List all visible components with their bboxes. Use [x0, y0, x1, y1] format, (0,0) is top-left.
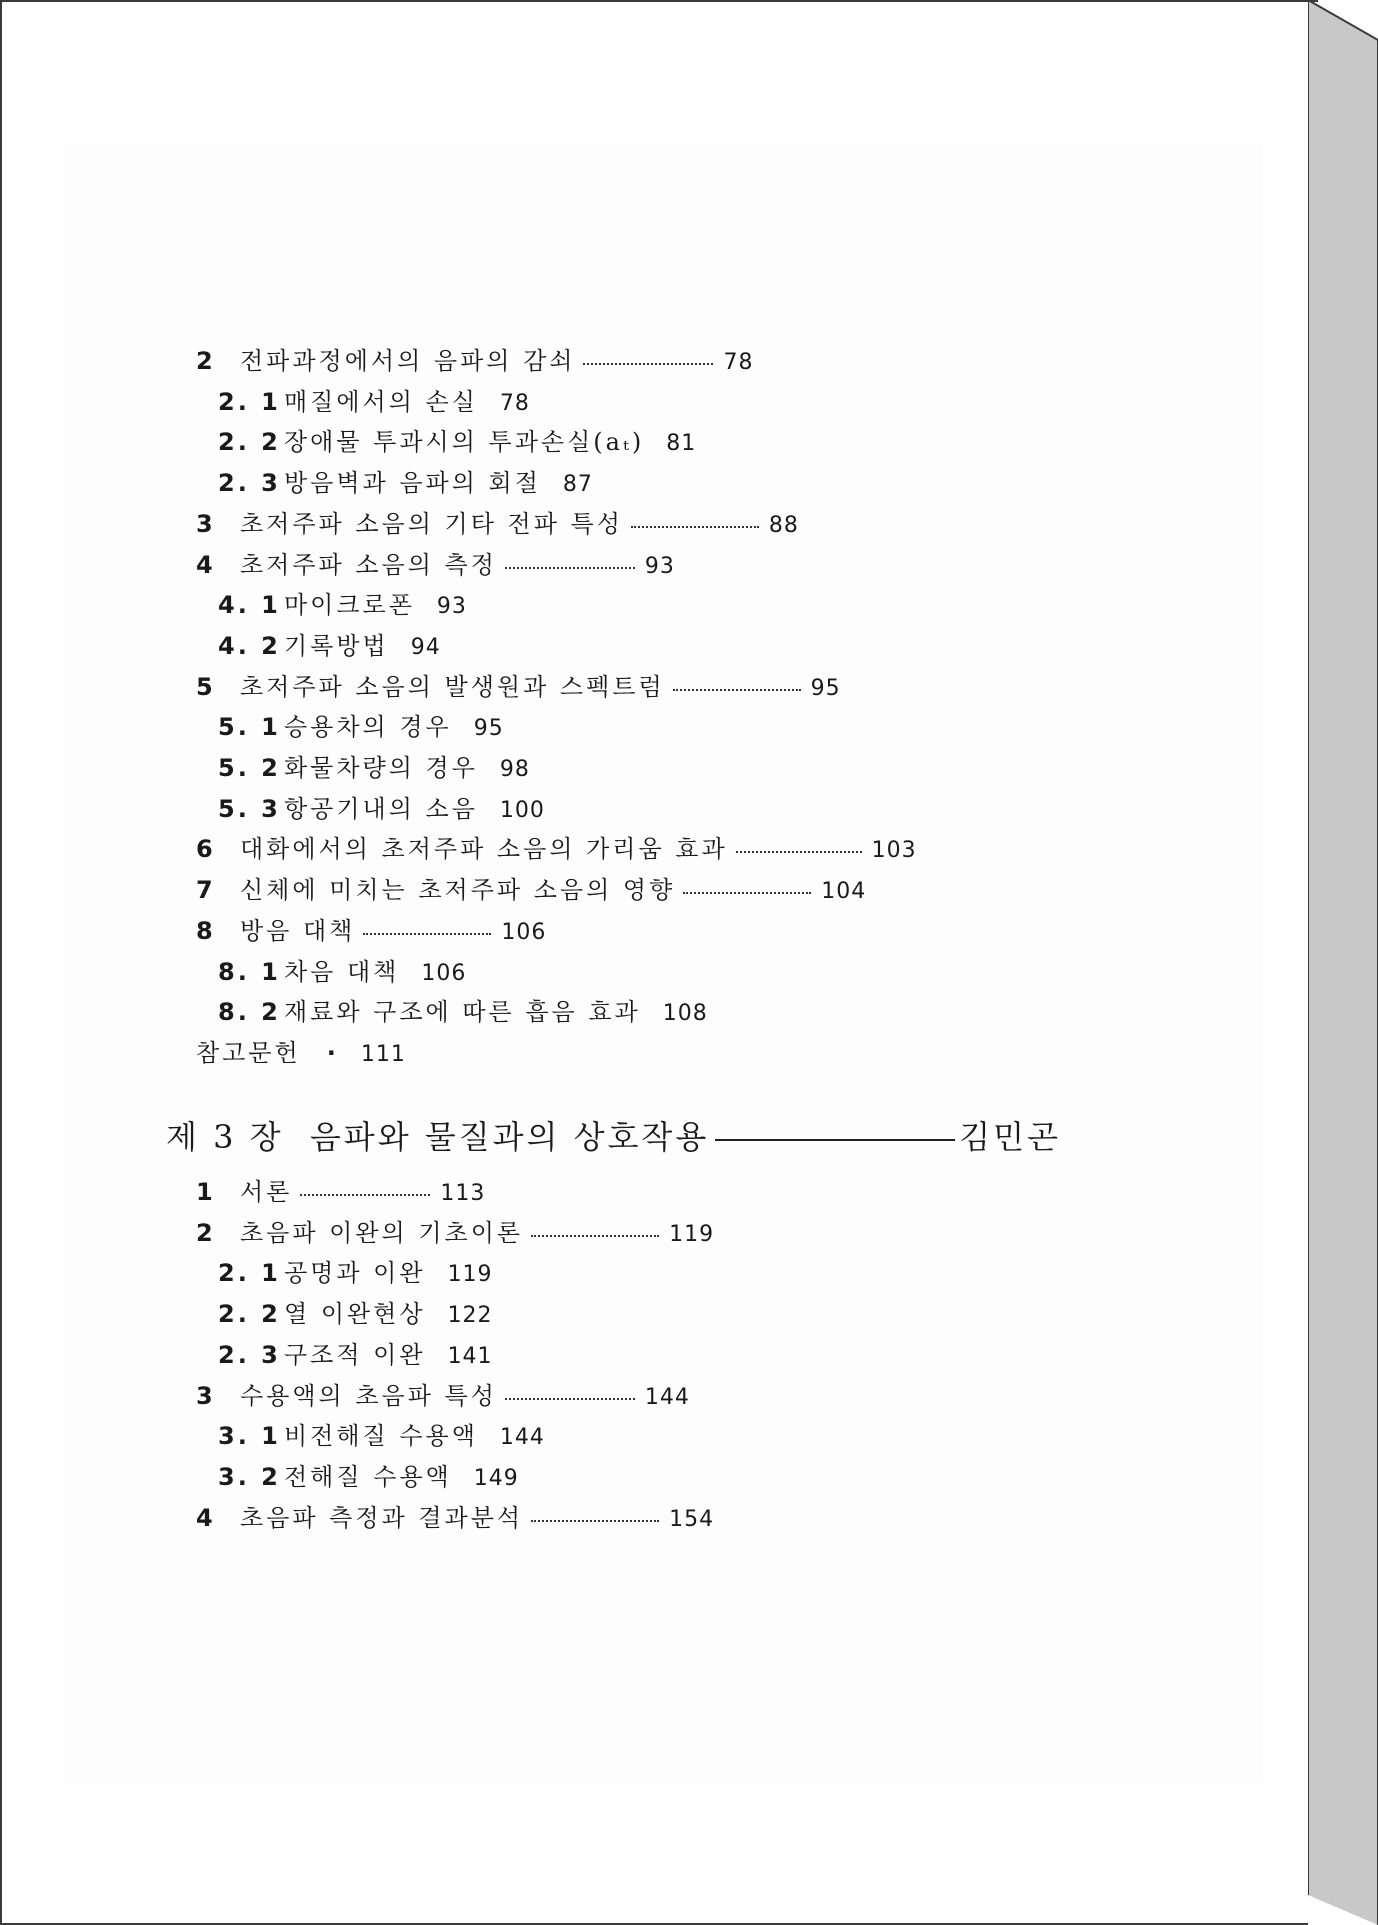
references-title: 참고문헌 [196, 1039, 301, 1067]
toc-entry[interactable] [196, 672, 841, 704]
toc-page-number: 95 [810, 676, 841, 701]
dot-leader [583, 359, 713, 365]
toc-number: 8. 2 [218, 998, 281, 1026]
chapter-label: 제 3 장 [166, 1118, 284, 1156]
toc-number: 2. 2 [218, 428, 281, 456]
toc-number: 2. 1 [218, 388, 281, 416]
dot-leader [505, 1394, 635, 1400]
dot-leader [631, 522, 759, 528]
toc-title: 초저주파 소음의 기타 전파 특성 [240, 510, 623, 538]
toc-title: 기록방법 [284, 632, 389, 660]
toc-entry[interactable] [196, 875, 866, 907]
toc-page-number: 119 [447, 1262, 493, 1287]
toc-title: 전파과정에서의 음파의 감쇠 [240, 347, 576, 375]
chapter-title: 음파와 물질과의 상호작용 [309, 1118, 710, 1156]
toc-title: 방음벽과 음파의 회절 [284, 469, 541, 497]
toc-entry[interactable] [196, 1177, 485, 1209]
toc-title: 열 이완현상 [284, 1300, 426, 1328]
toc-page-number: 95 [473, 716, 504, 741]
toc-title: 차음 대책 [284, 958, 400, 986]
toc-number: 7 [196, 876, 216, 904]
toc-title: 초저주파 소음의 측정 [240, 551, 497, 579]
toc-title: 승용차의 경우 [284, 713, 452, 741]
references-page: 111 [360, 1042, 406, 1067]
toc-number: 6 [196, 835, 216, 863]
toc-page-number: 149 [473, 1466, 519, 1491]
toc-page-number: 93 [644, 554, 675, 579]
toc-entry[interactable] [196, 1381, 690, 1413]
toc-entry[interactable] [196, 509, 799, 541]
toc-title: 신체에 미치는 초저주파 소음의 영향 [240, 876, 676, 904]
toc-number: 4. 2 [218, 632, 281, 660]
toc-title: 초저주파 소음의 발생원과 스펙트럼 [240, 673, 665, 701]
toc-number: 4 [196, 551, 216, 579]
toc-page-number: 144 [499, 1425, 545, 1450]
toc-entry[interactable] [218, 1462, 519, 1494]
dot-leader [683, 888, 811, 894]
toc-title: 마이크로폰 [284, 591, 415, 619]
dot-leader [363, 929, 491, 935]
toc-page-number: 113 [440, 1181, 486, 1206]
toc-entry[interactable] [196, 1503, 714, 1535]
toc-number: 5. 2 [218, 754, 281, 782]
toc-title: 구조적 이완 [284, 1341, 426, 1369]
toc-entry[interactable] [218, 1340, 493, 1372]
book-edge [1308, 0, 1378, 1925]
toc-title: 서론 [240, 1178, 293, 1206]
toc-page-number: 119 [669, 1222, 715, 1247]
toc-page-number: 100 [499, 798, 545, 823]
toc-page-number: 87 [562, 472, 593, 497]
toc-page-number: 94 [410, 635, 441, 660]
toc-title: 매질에서의 손실 [284, 388, 478, 416]
toc-page-number: 108 [662, 1001, 708, 1026]
toc-page-number: 98 [499, 757, 530, 782]
toc-title: 수용액의 초음파 특성 [240, 1382, 497, 1410]
toc-number: 1 [196, 1178, 216, 1206]
toc-title: 공명과 이완 [284, 1259, 426, 1287]
chapter-rule [715, 1139, 955, 1141]
toc-page-number: 78 [499, 391, 530, 416]
toc-entry[interactable] [218, 427, 696, 459]
toc-title: 화물차량의 경우 [284, 754, 478, 782]
references-entry[interactable] [196, 1038, 406, 1070]
toc-entry[interactable] [218, 794, 545, 826]
toc-number: 8 [196, 917, 216, 945]
toc-number: 4 [196, 1504, 216, 1532]
toc-page-number: 81 [666, 431, 697, 456]
toc-entry[interactable] [196, 834, 917, 866]
dot-leader [300, 1190, 430, 1196]
toc-entry[interactable] [218, 1258, 493, 1290]
toc-title: 비전해질 수용액 [284, 1422, 478, 1450]
toc-page-number: 104 [821, 879, 867, 904]
toc-title: 초음파 측정과 결과분석 [240, 1504, 524, 1532]
toc-page-number: 144 [644, 1385, 690, 1410]
chapter-heading[interactable] [166, 1117, 1061, 1157]
dot-leader [531, 1231, 659, 1237]
toc-title: 초음파 이완의 기초이론 [240, 1219, 524, 1247]
toc-page-number: 141 [447, 1344, 493, 1369]
toc-number: 2 [196, 347, 216, 375]
toc-number: 2. 3 [218, 469, 281, 497]
toc-page-number: 122 [447, 1303, 493, 1328]
toc-entry[interactable] [196, 550, 675, 582]
toc-title: 전해질 수용액 [284, 1463, 452, 1491]
toc-title: 방음 대책 [240, 917, 356, 945]
toc-title: 재료와 구조에 따른 흡음 효과 [284, 998, 641, 1026]
toc-number: 5. 3 [218, 795, 281, 823]
toc-title: 대화에서의 초저주파 소음의 가리움 효과 [240, 835, 728, 863]
toc-page-number: 88 [768, 513, 799, 538]
toc-page-number: 78 [723, 350, 754, 375]
toc-page-number: 154 [669, 1507, 715, 1532]
dot-leader [673, 685, 801, 691]
toc-number: 3. 2 [218, 1463, 281, 1491]
toc-number: 5 [196, 673, 216, 701]
toc-entry[interactable] [218, 1299, 493, 1331]
toc-number: 3 [196, 1382, 216, 1410]
dot-leader [736, 847, 862, 853]
toc-entry[interactable] [218, 712, 504, 744]
toc-entry[interactable] [218, 590, 467, 622]
toc-page-number: 93 [436, 594, 467, 619]
toc-entry[interactable] [218, 387, 530, 419]
toc-number: 4. 1 [218, 591, 281, 619]
toc-number: 3 [196, 510, 216, 538]
chapter-author: 김민곤 [959, 1118, 1062, 1156]
toc-entry[interactable] [218, 957, 466, 989]
dot-leader [505, 563, 635, 569]
toc-page-number: 103 [871, 838, 917, 863]
toc-page-number: 106 [501, 920, 547, 945]
toc-entry[interactable] [218, 753, 530, 785]
toc-entry[interactable] [196, 1218, 714, 1250]
toc-title: 장애물 투과시의 투과손실(aₜ) [284, 428, 645, 456]
toc-entry[interactable] [218, 997, 708, 1029]
toc-number: 8. 1 [218, 958, 281, 986]
toc-number: 5. 1 [218, 713, 281, 741]
toc-title: 항공기내의 소음 [284, 795, 478, 823]
toc-entry[interactable] [218, 631, 441, 663]
bullet-dot: · [326, 1039, 339, 1067]
toc-number: 2. 3 [218, 1341, 281, 1369]
toc-number: 3. 1 [218, 1422, 281, 1450]
toc-number: 2. 1 [218, 1259, 281, 1287]
toc-entry[interactable] [196, 346, 753, 378]
dot-leader [531, 1516, 659, 1522]
toc-number: 2 [196, 1219, 216, 1247]
toc-entry[interactable] [218, 1421, 545, 1453]
toc-page-number: 106 [421, 961, 467, 986]
toc-number: 2. 2 [218, 1300, 281, 1328]
toc-entry[interactable] [196, 916, 546, 948]
toc-entry[interactable] [218, 468, 593, 500]
